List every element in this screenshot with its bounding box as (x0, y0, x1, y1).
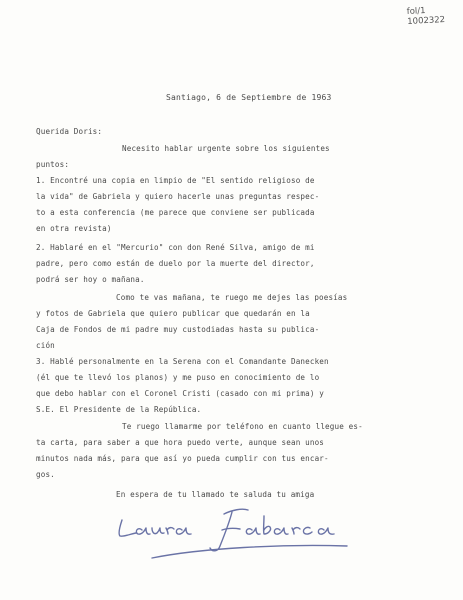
letter-line: podrá ser hoy o mañana. (36, 275, 145, 284)
letter-line: minutos nada más, para que así yo pueda cumplir con tus encar- (36, 454, 329, 463)
letter-line: ción (36, 341, 55, 350)
letter-line: y fotos de Gabriela que quiero publicar que quedarán en la (36, 309, 310, 318)
letter-line: 3. Hablé personalmente en la Serena con el Comandante Danecken (36, 357, 329, 366)
letter-line: Como te vas mañana, te ruego me dejes las poesías (116, 293, 348, 302)
letter-line: padre, pero como están de duelo por la muerte del director, (36, 259, 315, 268)
letter-line: Te ruego llamarme por teléfono en cuanto llegue es- (122, 422, 363, 431)
letter-line: puntos: (36, 160, 70, 169)
letter-line: ta carta, para saber a que hora puedo verte, aunque sean unos (36, 438, 325, 447)
letter-line: la vida" de Gabriela y quiero hacerle unas preguntas respec- (36, 192, 320, 201)
letter-line: gos. (36, 470, 55, 479)
letter-line: 2. Hablaré en el "Mercurio" con don René Silva, amigo de mi (36, 243, 315, 252)
letter-closing: En espera de tu llamado te saluda tu amiga (116, 490, 315, 499)
letter-date: Santiago, 6 de Septiembre de 1963 (166, 93, 332, 102)
letter-line: (él que te llevó los planos) y me puso en conocimiento de lo (36, 373, 320, 382)
archive-folio: fol/1 (406, 6, 426, 17)
letter-line: to a esta conferencia (me parece que conviene ser publicada (36, 208, 315, 217)
archive-number: 1002322 (407, 15, 446, 27)
letter-line: en otra revista) (36, 224, 112, 233)
archive-reference-note (407, 5, 446, 27)
letter-line: S.E. El Presidente de la República. (36, 405, 202, 414)
letter-line: 1. Encontré una copia en limpio de "El sentido religioso de (36, 176, 315, 185)
letter-line: Necesito hablar urgente sobre los siguientes (122, 144, 330, 153)
letter-line: Caja de Fondos de mi padre muy custodiadas hasta su publica- (36, 325, 320, 334)
handwritten-signature (112, 490, 382, 560)
letter-line: que debo hablar con el Coronel Cristi (casado con mi prima) y (36, 389, 325, 398)
letter-salutation: Querida Doris: (36, 127, 103, 136)
